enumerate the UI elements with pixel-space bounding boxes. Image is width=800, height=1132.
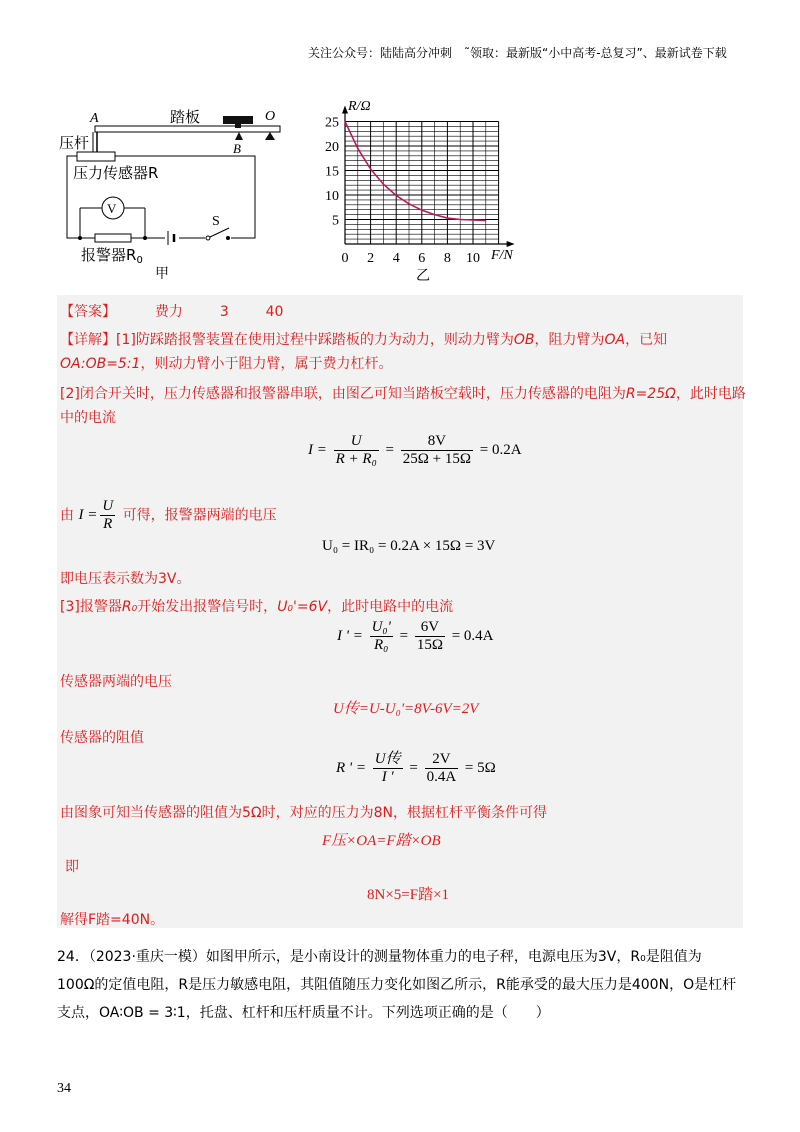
detail-line-9: 传感器的阻值 <box>60 730 144 746</box>
detail-line-11: 即 <box>65 859 79 875</box>
answer-3: 40 <box>265 304 284 320</box>
alarm-label: 报警器R <box>81 246 137 264</box>
label-a: A <box>90 111 99 126</box>
formula-balance: F压×OA=F踏×OB <box>322 833 441 849</box>
resistance-force-chart <box>325 99 515 283</box>
x-tick-label: 8 <box>443 251 451 266</box>
switch-label: S <box>212 214 220 229</box>
detail-line-4: 中的电流 <box>60 410 116 426</box>
question-line-3: 支点，OA∶OB = 3∶1，托盘、杠杆和压杆质量不计。下列选项正确的是（ ） <box>57 1005 550 1021</box>
figures <box>55 98 535 283</box>
detail-line-3: [2]闭合开关时，压力传感器和报警器串联，由图乙可知当踏板空载时，压力传感器的电阻为R=25Ω，此时电路 <box>60 386 746 402</box>
x-tick-label: 4 <box>392 251 400 266</box>
x-tick-label: 10 <box>466 251 480 266</box>
page-number: 34 <box>57 1081 71 1096</box>
fig-a-caption: 甲 <box>155 266 169 282</box>
lever-label: 压杆 <box>59 134 90 152</box>
y-tick-label: 5 <box>332 213 339 229</box>
x-tick-label: 6 <box>418 251 426 266</box>
y-tick-label: 20 <box>325 140 339 155</box>
answer-2: 3 <box>219 304 229 320</box>
x-tick-label: 2 <box>367 251 375 266</box>
y-tick-label: 10 <box>325 189 339 204</box>
detail-line-6: 即电压表示数为3V。 <box>60 571 191 587</box>
detail-line-12: 解得F踏=40N。 <box>60 912 165 928</box>
y-tick-label: 15 <box>325 164 339 180</box>
answer-1: 费力 <box>154 304 183 320</box>
formula-current-2: I ' = $\frac{\text{U₀'}}{\text{R₀}}$ = $\frac{6V}{15\Omega}$ = 0.4A <box>337 619 494 653</box>
detail-line-10: 由图象可知当传感器的阻值为5Ω时，对应的压力为8N，根据杠杆平衡条件可得 <box>60 805 547 821</box>
answer-section <box>57 295 746 928</box>
x-axis-arrow <box>507 241 515 247</box>
y-tick-label: 25 <box>325 115 339 131</box>
chart-ylabel: R/Ω <box>348 99 371 114</box>
formula-voltage: U₀ = IR₀ = 0.2A × 15Ω = 3V <box>322 538 496 554</box>
detail-line-1: 【详解】[1]防踩踏报警装置在使用过程中踩踏板的力为动力，则动力臂为OB，阻力臂为OA，已知 <box>60 332 668 348</box>
detail-line-5: 由 I = $\frac{U}{R}$ 可得，报警器两端的电压 <box>60 498 277 532</box>
svg-text:报警器R0 <box>81 246 143 266</box>
label-o: O <box>265 109 276 124</box>
detail-line-7: [3]报警器R₀开始发出报警信号时，U₀'=6V，此时电路中的电流 <box>60 599 454 615</box>
fig-b-caption: 乙 <box>416 268 430 283</box>
formula-balance-values: 8N×5=F踏×1 <box>367 887 450 903</box>
question-line-2: 100Ω的定值电阻，R是压力敏感电阻，其阻值随压力变化如图乙所示，R能承受的最大压力是400N，O是杠杆 <box>57 977 737 993</box>
circuit-figure <box>59 108 280 282</box>
x-tick-label: 0 <box>341 251 349 266</box>
voltmeter-label: V <box>107 201 117 216</box>
chart-xlabel: F/N <box>491 248 513 263</box>
answer-line <box>60 301 283 321</box>
page-header: 关注公众号：陆陆高分冲刺 ˜领取：最新版“小中高考-总复习”、最新试卷下载 <box>308 46 727 60</box>
sensor-label: 压力传感器R <box>73 164 159 182</box>
label-b: B <box>233 141 241 156</box>
detail-line-8: 传感器两端的电压 <box>60 674 172 690</box>
formula-resistance: R ' = $\frac{\text{U传}}{I '}$ = $\frac{2V}{0.4A}$ = 5Ω <box>336 751 496 785</box>
pedal-label: 踏板 <box>170 108 201 126</box>
formula-sensor-voltage: U传=U-U₀'=8V-6V=2V <box>333 701 479 717</box>
answer-label: 【答案】 <box>60 304 116 320</box>
alarm-sub: 0 <box>136 255 143 266</box>
formula-current: I = $\frac{U}{\text{R + R₀}}$ = $\frac{8V}{25\Omega + 15\Omega}$ = 0.2A <box>308 433 522 467</box>
question-line-1: 24．（2023·重庆一模）如图甲所示，是小南设计的测量物体重力的电子秤，电源电压为3V，R₀是阻值为 <box>57 949 702 965</box>
detail-line-2: OA:OB=5:1，则动力臂小于阻力臂，属于费力杠杆。 <box>60 356 393 372</box>
pedal-block <box>223 116 253 124</box>
